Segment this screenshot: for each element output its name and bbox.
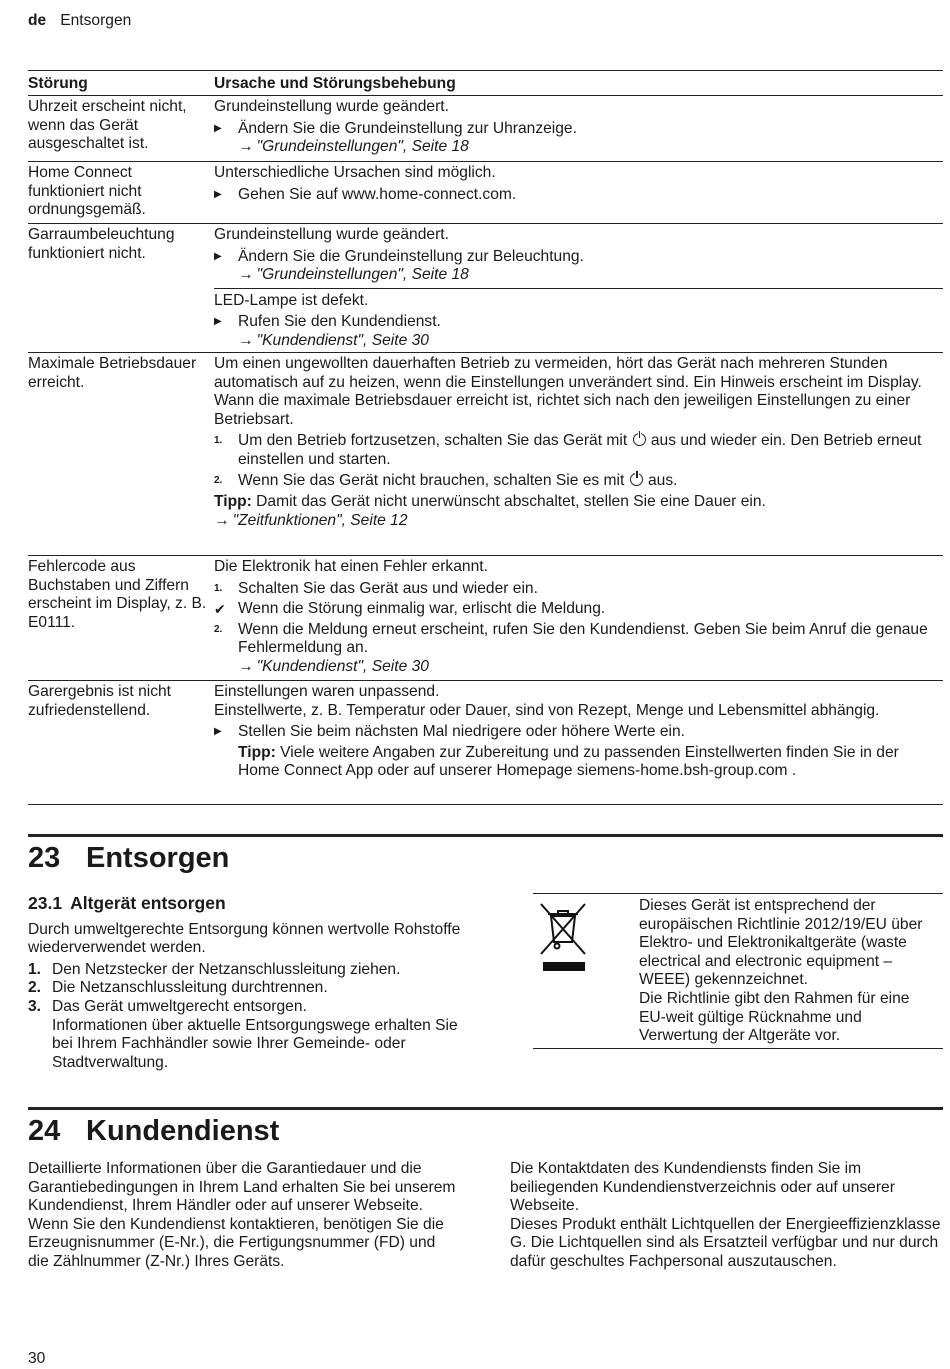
explanation-text: Um einen ungewollten dauerhaften Betrieb zu vermeiden, hört das Gerät nach mehreren Stunden automatisch auf zu heizen, wenn die Einstellungen unverändert sind. Ein Hinweis erscheint im Display. (214, 355, 922, 391)
step-number: 1. (214, 582, 223, 594)
fault-cell: Garraumbeleuchtung funktioniert nicht. (28, 226, 175, 262)
cause-cell (214, 683, 943, 801)
tip-text (214, 493, 943, 512)
table-row (28, 353, 943, 556)
step-number: 1. (214, 435, 223, 447)
step-text: Die Netzanschlussleitung durchtrennen. (52, 979, 328, 997)
cause-text: Grundeinstellung wurde geändert. (214, 226, 449, 243)
step-item (214, 248, 943, 267)
chapter-title: Kundendienst (86, 1115, 280, 1147)
fault-cell: Maximale Betriebsdauer erreicht. (28, 355, 197, 391)
step-text: Wenn die Meldung erneut erscheint, rufen Sie den Kundendienst. Geben Sie beim Anruf die genaue Fehlermeldung an. (238, 620, 928, 657)
triangle-bullet-icon: ▶ (214, 250, 222, 262)
step-item (214, 186, 943, 205)
checkmark-icon: ✔ (214, 601, 226, 618)
col-header-fault: Störung (28, 75, 88, 92)
numbered-step (214, 432, 943, 469)
explanation-text: Wann die maximale Betriebsdauer erreicht ist, richtet sich nach den jeweiligen Einstellungen zu einer Betriebsart. (214, 392, 911, 428)
reference-text: "Kundendienst", Seite 30 (256, 657, 429, 675)
tip-text (214, 744, 943, 781)
service-paragraph: Wenn Sie den Kundendienst kontaktieren, benötigen Sie die Erzeugnisnummer (E-Nr.), die Fertigungsnummer (FD) und die Zählnummer (Z-Nr.) Ihres Geräts. (28, 1215, 444, 1270)
triangle-bullet-icon: ▶ (214, 122, 222, 134)
table-row (28, 96, 943, 162)
section-heading (28, 894, 468, 913)
service-paragraph: Die Kontaktdaten des Kundendiensts finden Sie im beiliegenden Kundendienstverzeichnis oder auf unserer Webseite. (510, 1160, 895, 1215)
reference-text: "Kundendienst", Seite 30 (256, 331, 429, 349)
step-text: Ändern Sie die Grundeinstellung zur Uhranzeige. (238, 119, 577, 137)
step-item (214, 313, 943, 332)
chapter-title: Entsorgen (86, 842, 230, 874)
triangle-bullet-icon: ▶ (214, 316, 222, 328)
arrow-right-icon: → (214, 511, 230, 529)
weee-paragraph: Die Richtlinie gibt den Rahmen für eine EU-weit gültige Rücknahme und Verwertung der Altgeräte vor. (639, 989, 910, 1045)
service-left-column (28, 1160, 458, 1272)
numbered-step (214, 580, 943, 599)
cause-text: Grundeinstellung wurde geändert. (214, 98, 449, 115)
table-row (28, 162, 943, 224)
tip-body: Viele weitere Angaben zur Zubereitung und zu passenden Einstellwerten finden Sie in der Home Connect App oder auf unserer Homepage siemens-home.bsh-group.com . (238, 743, 899, 780)
fault-cell: Fehlercode aus Buchstaben und Ziffern erscheint im Display, z. B. E0111. (28, 558, 207, 631)
disposal-section (28, 894, 468, 1072)
weee-text (639, 897, 939, 1046)
fault-cell: Uhrzeit erscheint nicht, wenn das Gerät ausgeschaltet ist. (28, 98, 187, 153)
table-row (28, 556, 943, 681)
step-text: Ändern Sie die Grundeinstellung zur Beleuchtung. (238, 247, 584, 265)
disposal-steps (28, 961, 468, 1073)
cause-text: Unterschiedliche Ursachen sind möglich. (214, 164, 496, 181)
triangle-bullet-icon: ▶ (214, 188, 222, 200)
weee-notice (533, 893, 943, 1049)
cause-cell (214, 98, 943, 158)
cause-text: Einstellungen waren unpassend. (214, 683, 440, 700)
arrow-right-icon: → (238, 657, 254, 675)
step-text-part: Um den Betrieb fortzusetzen, schalten Sie das Gerät mit (238, 432, 628, 450)
cause-subrow (214, 288, 943, 351)
service-paragraph: Detaillierte Informationen über die Garantiedauer und die Garantiebedingungen in Ihrem Land erhalten Sie bei unserem Kundendienst, Ihrem Händler oder auf unserer Webseite. (28, 1160, 456, 1215)
numbered-step (214, 472, 943, 491)
step-text: Den Netzstecker der Netzanschlussleitung ziehen. (52, 960, 401, 978)
table-row (28, 224, 943, 353)
cross-reference-link[interactable] (214, 266, 943, 285)
intro-text: Durch umweltgerechte Entsorgung können wertvolle Rohstoffe wiederverwendet werden. (28, 920, 461, 957)
tip-label: Tipp: (238, 743, 276, 761)
step-number: 1. (28, 960, 42, 978)
page-header (28, 12, 131, 31)
reference-text: "Zeitfunktionen", Seite 12 (232, 511, 408, 529)
cause-text: LED-Lampe ist defekt. (214, 291, 369, 309)
fault-cell: Home Connect funktioniert nicht ordnungsgemäß. (28, 164, 146, 219)
result-item (214, 600, 943, 619)
table-header (28, 71, 943, 96)
power-icon (633, 433, 646, 446)
chapter-heading (28, 1107, 943, 1148)
step-text: Rufen Sie den Kundendienst. (238, 313, 441, 331)
list-item (28, 979, 468, 998)
fault-cell: Garergebnis ist nicht zufriedenstellend. (28, 683, 172, 719)
service-right-column (510, 1160, 942, 1272)
reference-text: "Grundeinstellungen", Seite 18 (256, 266, 469, 284)
page-number: 30 (28, 1350, 46, 1367)
step-text (238, 432, 943, 469)
table-row (28, 681, 943, 805)
reference-text: "Grundeinstellungen", Seite 18 (256, 138, 469, 156)
tip-body: Damit das Gerät nicht unerwünscht abschaltet, stellen Sie eine Dauer ein. (256, 493, 766, 511)
power-icon (630, 473, 643, 486)
triangle-bullet-icon: ▶ (214, 726, 222, 738)
list-item (28, 998, 468, 1017)
disposal-note: Informationen über aktuelle Entsorgungswege erhalten Sie bei Ihrem Fachhändler sowie Ihrer Gemeinde- oder Stadtverwaltung. (52, 1016, 458, 1071)
cause-text: Die Elektronik hat einen Fehler erkannt. (214, 558, 488, 575)
step-text: Schalten Sie das Gerät aus und wieder ein. (238, 579, 538, 597)
weee-paragraph: Dieses Gerät ist entsprechend der europäischen Richtlinie 2012/19/EU über Elektro- und Elektronikaltgeräte (waste electrical and electronic equipment – WEEE) gekennzeichnet. (639, 897, 923, 989)
step-item (214, 120, 943, 139)
cross-reference-link[interactable] (214, 332, 943, 351)
cross-reference-link[interactable] (214, 138, 943, 157)
troubleshooting-table (28, 70, 943, 805)
numbered-step (214, 621, 943, 658)
arrow-right-icon: → (238, 266, 254, 284)
result-text: Wenn die Störung einmalig war, erlischt die Meldung. (238, 600, 606, 618)
step-text: Gehen Sie auf www.home-connect.com. (238, 185, 517, 203)
chapter-number: 24 (28, 1115, 61, 1147)
tip-label: Tipp: (214, 493, 252, 511)
step-text (238, 472, 677, 491)
step-text-part: aus. (647, 471, 678, 489)
cause-cell (214, 558, 943, 677)
list-item (28, 961, 468, 980)
language-code: de (28, 12, 47, 29)
crossed-bin-icon (537, 900, 589, 972)
arrow-right-icon: → (238, 138, 254, 156)
section-title: Altgerät entsorgen (70, 893, 226, 913)
cause-cell (214, 355, 943, 552)
service-paragraph: Dieses Produkt enthält Lichtquellen der Energieeffizienzklasse G. Die Lichtquellen sind als Ersatzteil verfügbar und nur durch dafür geschultes Fachpersonal auszutauschen. (510, 1215, 941, 1270)
header-section: Entsorgen (60, 12, 132, 29)
chapter-number: 23 (28, 842, 61, 874)
cause-cell (214, 164, 943, 220)
step-number: 2. (28, 979, 42, 997)
cause-cell (214, 226, 943, 349)
arrow-right-icon: → (238, 331, 254, 349)
step-text: Das Gerät umweltgerecht entsorgen. (52, 997, 307, 1015)
step-number: 2. (214, 474, 223, 486)
step-text-part: Wenn Sie das Gerät nicht brauchen, schalten Sie es mit (238, 471, 625, 489)
section-number: 23.1 (28, 893, 63, 913)
col-header-cause: Ursache und Störungsbehebung (214, 75, 456, 92)
cross-reference-link[interactable] (214, 512, 943, 531)
step-item (214, 723, 943, 742)
step-number: 3. (28, 997, 42, 1015)
step-text: Stellen Sie beim nächsten Mal niedrigere oder höhere Werte ein. (238, 723, 685, 741)
cross-reference-link[interactable] (214, 658, 943, 677)
explanation-text: Einstellwerte, z. B. Temperatur oder Dauer, sind von Rezept, Menge und Lebensmittel abhängig. (214, 701, 880, 719)
step-text-part: aus und wieder ein. Den Betrieb erneut einstellen und starten. (238, 432, 922, 468)
chapter-heading (28, 834, 943, 875)
step-number: 2. (214, 623, 223, 635)
